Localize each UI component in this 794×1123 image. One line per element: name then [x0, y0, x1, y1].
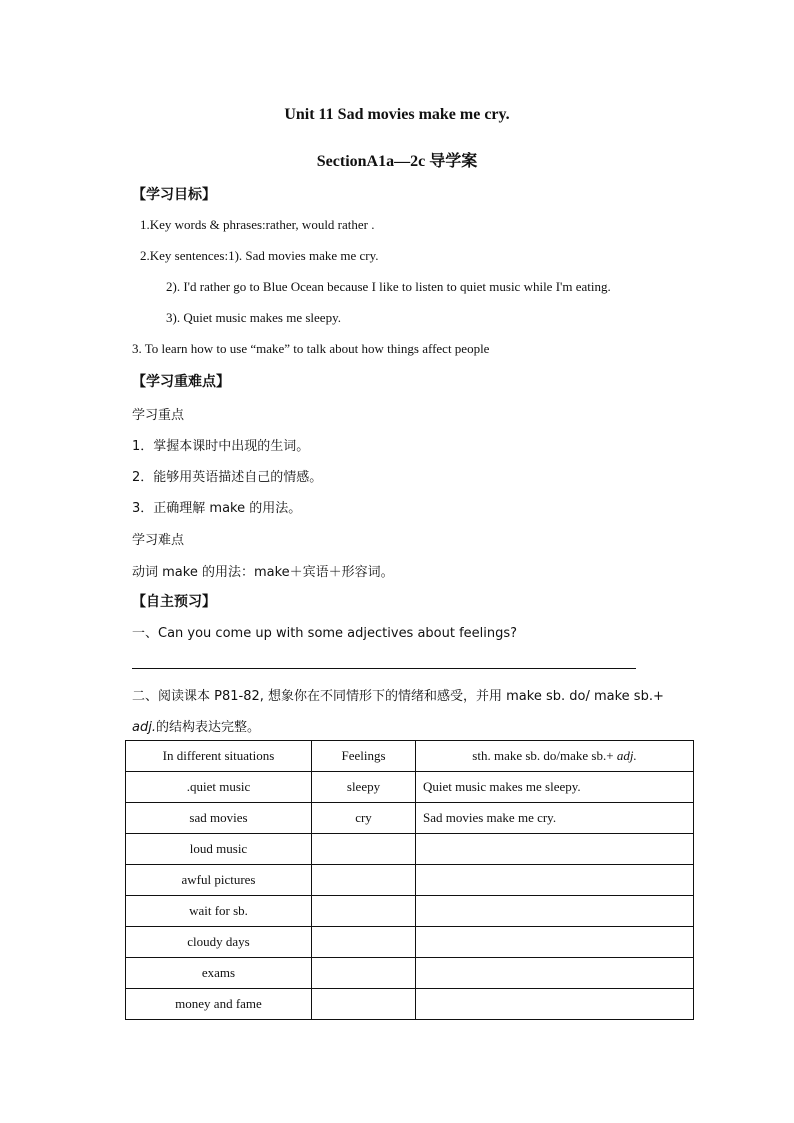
table-row — [126, 772, 694, 803]
page-title: Unit 11 Sad movies make me cry. — [284, 106, 510, 123]
situation-cell: money and fame — [126, 989, 312, 1020]
answer-line[interactable] — [132, 668, 636, 669]
situation-cell: awful pictures — [126, 865, 312, 896]
table-row — [126, 958, 694, 989]
feeling-cell[interactable] — [312, 865, 416, 896]
difficulty-text: 动词 make 的用法：make＋宾语＋形容词。 — [132, 565, 394, 580]
objective-line-4: 3). Quiet music makes me sleepy. — [166, 310, 341, 325]
feeling-cell[interactable] — [312, 989, 416, 1020]
adj-italic: adj. — [132, 720, 156, 735]
preview-heading: 【自主预习】 — [132, 594, 216, 610]
situation-cell: exams — [126, 958, 312, 989]
sentence-cell[interactable] — [416, 989, 694, 1020]
sentence-cell: Sad movies make me cry. — [416, 803, 694, 834]
table-row — [126, 927, 694, 958]
feeling-cell[interactable] — [312, 958, 416, 989]
focus-item-1: 1．掌握本课时中出现的生词。 — [132, 439, 310, 454]
header-situation: In different situations — [126, 741, 312, 772]
table-row — [126, 865, 694, 896]
objective-line-2: 2.Key sentences:1). Sad movies make me cry. — [140, 248, 379, 263]
table-row — [126, 896, 694, 927]
situation-cell: sad movies — [126, 803, 312, 834]
sentence-cell[interactable] — [416, 958, 694, 989]
table-row — [126, 803, 694, 834]
header-structure-text: sth. make sb. do/make sb.+ — [472, 748, 617, 763]
sentence-cell[interactable] — [416, 834, 694, 865]
objective-line-5: 3. To learn how to use “make” to talk about how things affect people — [132, 341, 490, 356]
feeling-cell[interactable] — [312, 896, 416, 927]
sentence-cell: Quiet music makes me sleepy. — [416, 772, 694, 803]
feeling-cell[interactable] — [312, 834, 416, 865]
situation-cell: wait for sb. — [126, 896, 312, 927]
table-row — [126, 989, 694, 1020]
objective-line-1: 1.Key words & phrases:rather, would rather . — [140, 217, 375, 232]
question-2-line-2-text: 的结构表达完整。 — [155, 720, 260, 735]
question-2-line-2 — [132, 716, 260, 735]
feeling-cell[interactable] — [312, 927, 416, 958]
sentence-cell[interactable] — [416, 896, 694, 927]
table-header-row — [126, 741, 694, 772]
header-feelings: Feelings — [312, 741, 416, 772]
situation-cell: cloudy days — [126, 927, 312, 958]
question-2-line-1: 二、阅读课本 P81-82, 想象你在不同情形下的情绪和感受，并用 make sb. do/ make sb.+ — [132, 689, 664, 704]
situation-cell: loud music — [126, 834, 312, 865]
difficulty-label: 学习难点 — [132, 533, 185, 548]
focus-item-3: 3．正确理解 make 的用法。 — [132, 501, 302, 516]
sentence-cell[interactable] — [416, 865, 694, 896]
section-subtitle: SectionA1a—2c 导学案 — [316, 153, 478, 170]
focus-item-2: 2．能够用英语描述自己的情感。 — [132, 470, 323, 485]
table-row — [126, 834, 694, 865]
header-structure — [416, 741, 694, 772]
sentence-cell[interactable] — [416, 927, 694, 958]
feeling-cell: cry — [312, 803, 416, 834]
objectives-heading: 【学习目标】 — [132, 187, 216, 203]
situations-table — [125, 740, 694, 1020]
key-points-heading: 【学习重难点】 — [132, 374, 230, 390]
header-structure-adj: adj. — [616, 748, 637, 763]
situation-cell: .quiet music — [126, 772, 312, 803]
objective-line-3: 2). I'd rather go to Blue Ocean because I like to listen to quiet music while I'm eating. — [166, 279, 611, 294]
question-1: 一、Can you come up with some adjectives about feelings? — [132, 626, 518, 641]
feeling-cell: sleepy — [312, 772, 416, 803]
focus-label: 学习重点 — [132, 408, 185, 423]
